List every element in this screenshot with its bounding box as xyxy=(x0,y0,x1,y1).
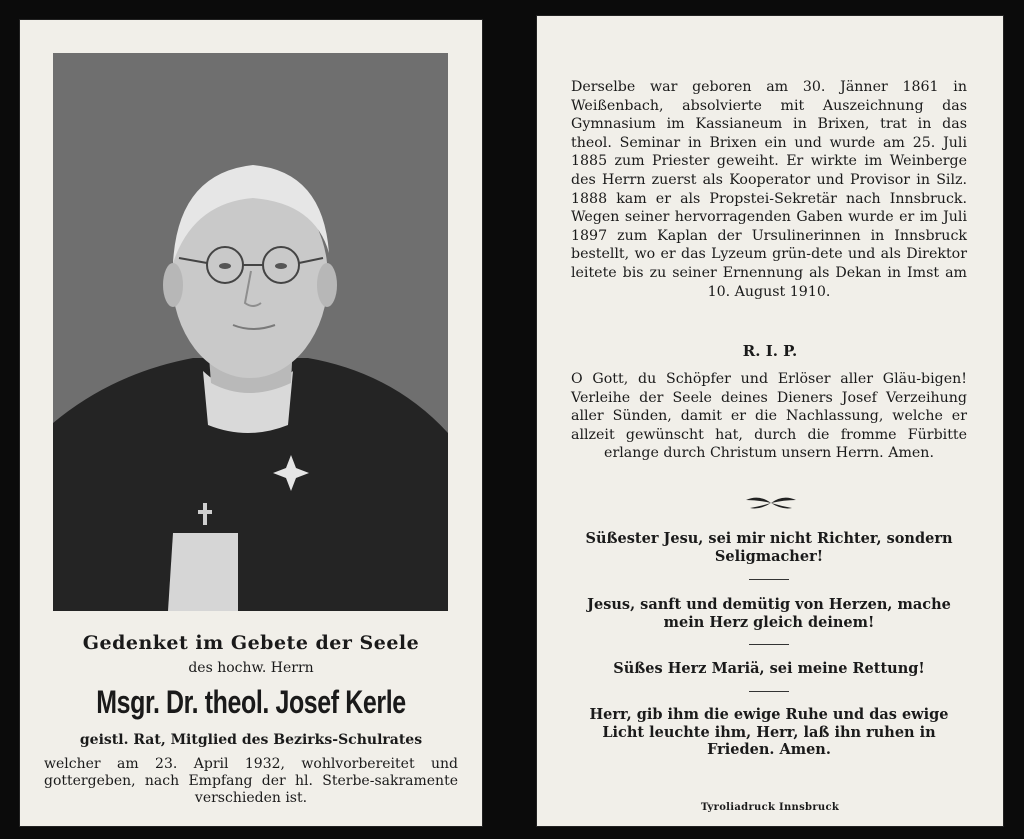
prayer-text: O Gott, du Schöpfer und Erlöser aller Gläu-bigen! Verleihe der Seele deines Dieners Josef Verzeihung aller Sünden, damit er die Nachlassung, welche er allzeit gewünscht hat, durch die fromme Fürbitte erlange durch Christum unsern Herrn. Amen. xyxy=(571,371,967,462)
memorial-card-back xyxy=(537,16,1003,826)
portrait-photo xyxy=(53,53,448,611)
ejaculation-1: Süßester Jesu, sei mir nicht Richter, sondern Seligmacher! xyxy=(585,530,953,565)
rip-label: R. I. P. xyxy=(742,342,798,360)
ornament-icon xyxy=(744,494,798,512)
deceased-name: Msgr. Dr. theol. Josef Kerle xyxy=(96,684,406,720)
divider-rule xyxy=(749,644,789,645)
ejaculation-2: Jesus, sanft und demütig von Herzen, mache mein Herz gleich deinem! xyxy=(587,596,951,631)
ejaculation-3: Süßes Herz Mariä, sei meine Rettung! xyxy=(613,660,925,677)
deceased-title: geistl. Rat, Mitglied des Bezirks-Schulrates xyxy=(79,732,423,748)
honorific-line: des hochw. Herrn xyxy=(188,660,314,676)
printer-imprint: Tyroliadruck Innsbruck xyxy=(700,802,840,813)
memorial-heading: Gedenket im Gebete der Seele xyxy=(82,632,420,654)
biography-text: Derselbe war geboren am 30. Jänner 1861 in Weißenbach, absolvierte mit Auszeichnung das Gymnasium im Kassianeum in Brixen, trat in das theol. Seminar in Brixen ein und wurde am 25. Juli 1885 zum Priester geweiht. Er wirkte im Weinberge des Herrn zuerst als Kooperator und Provisor in Silz. 1888 kam er als Propstei-Sekretär nach Innsbruck. Wegen seiner hervorragenden Gaben wurde er im Juli 1897 zum Kaplan der Ursulinerinnen in Innsbruck bestellt, wo er das Lyzeum grün-dete und als Direktor leitete bis zu seiner Ernennung als Dekan in Imst am 10. August 1910. xyxy=(571,79,967,300)
divider-rule xyxy=(749,691,789,692)
memorial-card-front xyxy=(20,20,482,826)
death-notice: welcher am 23. April 1932, wohlvorbereitet und gottergeben, nach Empfang der hl. Sterbe-sakramente verschieden ist. xyxy=(44,756,458,806)
divider-rule xyxy=(749,579,789,580)
ejaculation-4: Herr, gib ihm die ewige Ruhe und das ewige Licht leuchte ihm, Herr, laß ihn ruhen in Frieden. Amen. xyxy=(589,706,949,758)
